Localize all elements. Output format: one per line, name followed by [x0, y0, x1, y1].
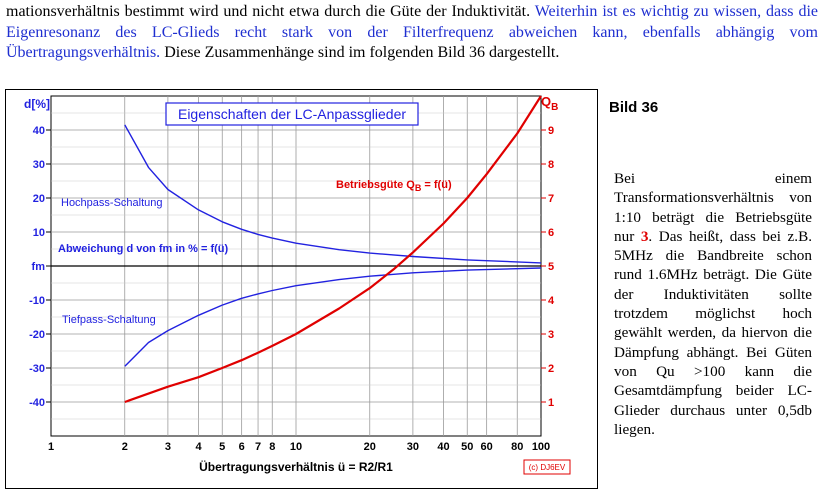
x-tick-label: 10 — [289, 441, 303, 453]
betriebsguete-label-sub: B — [414, 183, 422, 193]
y-right-label-main: Q — [541, 94, 552, 109]
x-tick-label: 40 — [437, 441, 450, 453]
y-left-label: d[%] — [24, 97, 50, 111]
x-tick-label: 6 — [238, 441, 245, 453]
x-axis-label: Übertragungsverhältnis ü = R2/R1 — [199, 460, 393, 474]
y-right-tick-label: 1 — [548, 397, 555, 409]
x-tick-label: 20 — [363, 441, 376, 453]
chart-title: Eigenschaften der LC-Anpassglieder — [177, 106, 407, 122]
y-left-tick-label: -10 — [29, 295, 45, 307]
y-right-tick-label: 2 — [548, 363, 555, 375]
y-right-tick-label: 8 — [548, 159, 555, 171]
side-text-2: . Das heißt, dass bei z.B. 5MHz die Bandbreite schon rund 1.6MHz beträgt. Die Güte der Induktivitäten sollte trotzdem möglichst hoch gewählt werden, da hiervon die Dämpfung abhängt. Bei Güten von Qu >100 kann die Gesamtdämpfung beider LC-Glieder durchaus unter 0,5db liegen. — [614, 227, 813, 438]
y-left-tick-label: fm — [31, 261, 45, 273]
side-paragraph — [614, 169, 812, 439]
grid — [51, 96, 541, 436]
tiefpass-label: Tiefpass-Schaltung — [62, 314, 156, 326]
y-right-tick-label: 3 — [548, 329, 555, 341]
hochpass-label: Hochpass-Schaltung — [61, 197, 163, 209]
figure-36 — [5, 89, 598, 489]
x-tick-label: 2 — [121, 441, 128, 453]
y-right-tick-label: 7 — [548, 193, 555, 205]
y-left-tick-label: 20 — [32, 193, 45, 205]
intro-text-1: mationsverhältnis bestimmt wird und nicht etwa durch die Güte der Induktivität. — [6, 3, 531, 20]
intro-paragraph — [6, 2, 818, 64]
figure-caption: Bild 36 — [609, 99, 659, 116]
x-tick-label: 8 — [269, 441, 276, 453]
x-tick-label: 1 — [47, 441, 55, 453]
intro-text-2: Diese Zusammenhänge sind im folgenden Bild 36 dargestellt. — [164, 44, 560, 61]
x-tick-label: 3 — [164, 441, 171, 453]
y-left-tick-label: -40 — [29, 397, 45, 409]
x-tick-label: 4 — [195, 441, 202, 453]
x-tick-label: 60 — [480, 441, 493, 453]
x-tick-label: 5 — [219, 441, 226, 453]
betriebsguete-label — [336, 179, 452, 193]
y-right-label-sub: B — [551, 102, 559, 113]
y-right-tick-label: 4 — [548, 295, 555, 307]
betriebsguete-label-post: = f(ü) — [421, 179, 452, 191]
y-left-tick-label: 10 — [32, 227, 45, 239]
x-tick-label: 100 — [531, 441, 551, 453]
abweichung-label: Abweichung d von fm in % = f(ü) — [58, 243, 229, 255]
x-tick-label: 30 — [406, 441, 420, 453]
intro-text-blue: Weiterhin ist es wichtig zu wissen, dass die Eigenresonanz des LC-Glieds recht stark von der Filterfrequenz abweichen kann, ebenfalls abhängig vom Übertragungsverhältnis. — [6, 3, 818, 61]
y-right-tick-label: 5 — [548, 261, 555, 273]
y-left-tick-label: 30 — [32, 159, 45, 171]
side-highlight: 3 — [640, 227, 649, 245]
y-left-tick-label: -20 — [29, 329, 45, 341]
betriebsguete-label-main: Betriebsgüte Q — [336, 179, 415, 191]
x-tick-label: 50 — [461, 441, 474, 453]
y-right-tick-label: 9 — [548, 125, 555, 137]
y-left-tick-label: -30 — [29, 363, 45, 375]
y-left-tick-label: 40 — [32, 125, 45, 137]
x-tick-label: 80 — [511, 441, 524, 453]
y-right-tick-label: 6 — [548, 227, 555, 239]
credit-text: (c) DJ6EV — [528, 463, 566, 472]
y-right-label — [541, 94, 558, 113]
x-tick-label: 7 — [254, 441, 262, 453]
side-text-1: Bei einem Transformationsverhältnis von 1:10 beträgt die Betriebsgüte nur — [614, 170, 812, 245]
lc-chart — [6, 90, 597, 488]
